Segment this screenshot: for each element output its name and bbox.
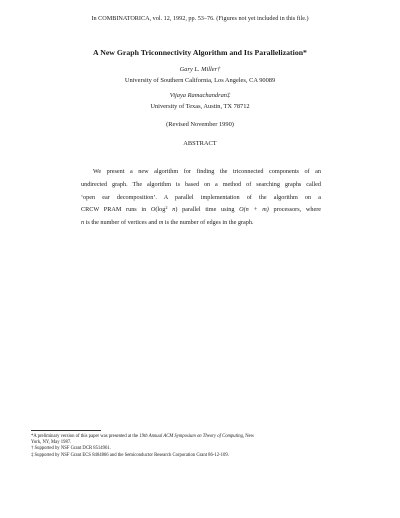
footnote-grant-ramachandran: ‡ Supported by NSF Grant ECS 8404866 and the Semiconductor Research Corporation Grant 86-12-109.: [31, 452, 229, 458]
abstract-math: m: [158, 219, 164, 227]
author-name-2: Vijaya Ramachandran‡: [169, 92, 231, 99]
abstract-line: [81, 217, 321, 230]
abstract-line: ‘open ear decomposition’. A parallel implementation of the algorithm on a: [81, 193, 321, 201]
footnote-divider: [31, 430, 101, 431]
footnotes: [31, 434, 376, 459]
publication-note: In COMBINATORICA, vol. 12, 1992, pp. 53–76. (Figures not yet included in this file.): [91, 15, 309, 22]
abstract-line: We present a new algorithm for finding the triconnected components of an: [93, 168, 321, 175]
abstract-math: O: [239, 206, 244, 214]
abstract-math-superscript: 2: [165, 205, 168, 211]
abstract-body: [81, 166, 321, 230]
abstract-text: CRCW PRAM runs in: [81, 206, 151, 214]
abstract-math: O: [150, 206, 156, 214]
footnote-grant-miller: † Supported by NSF Grant DCR 8514961.: [31, 446, 111, 452]
abstract-math: n: [81, 219, 85, 227]
revision-date: (Revised November 1990): [166, 121, 234, 128]
author-affiliation-1: University of Southern California, Los Angeles, CA 90089: [124, 77, 276, 84]
abstract-heading: ABSTRACT: [183, 140, 217, 147]
abstract-text: processors, where: [268, 206, 321, 214]
abstract-text: ) parallel time using: [175, 206, 240, 214]
abstract-math: (n + m): [243, 206, 269, 214]
abstract-text: is the number of edges in the graph.: [163, 219, 254, 227]
abstract-math: (log: [155, 206, 166, 214]
abstract-line: [81, 204, 321, 217]
abstract-text: is the number of vertices and: [84, 219, 159, 227]
author-affiliation-2: University of Texas, Austin, TX 78712: [150, 103, 250, 110]
abstract-line: undirected graph. The algorithm is based on a method of searching graphs called: [81, 180, 321, 188]
footnote-text: , New: [242, 434, 255, 439]
footnote-venue: 19th Annual ACM Symposium on Theory of Computing: [139, 434, 243, 439]
footnote-preliminary-cont: York, NY, May 1987.: [31, 440, 72, 446]
paper-title: A New Graph Triconnectivity Algorithm and Its Parallelization*: [93, 48, 307, 57]
author-name-1: Gary L. Miller†: [179, 66, 221, 73]
footnote-text: *A preliminary version of this paper was presented at the: [31, 434, 140, 439]
abstract-math: n: [167, 206, 176, 214]
